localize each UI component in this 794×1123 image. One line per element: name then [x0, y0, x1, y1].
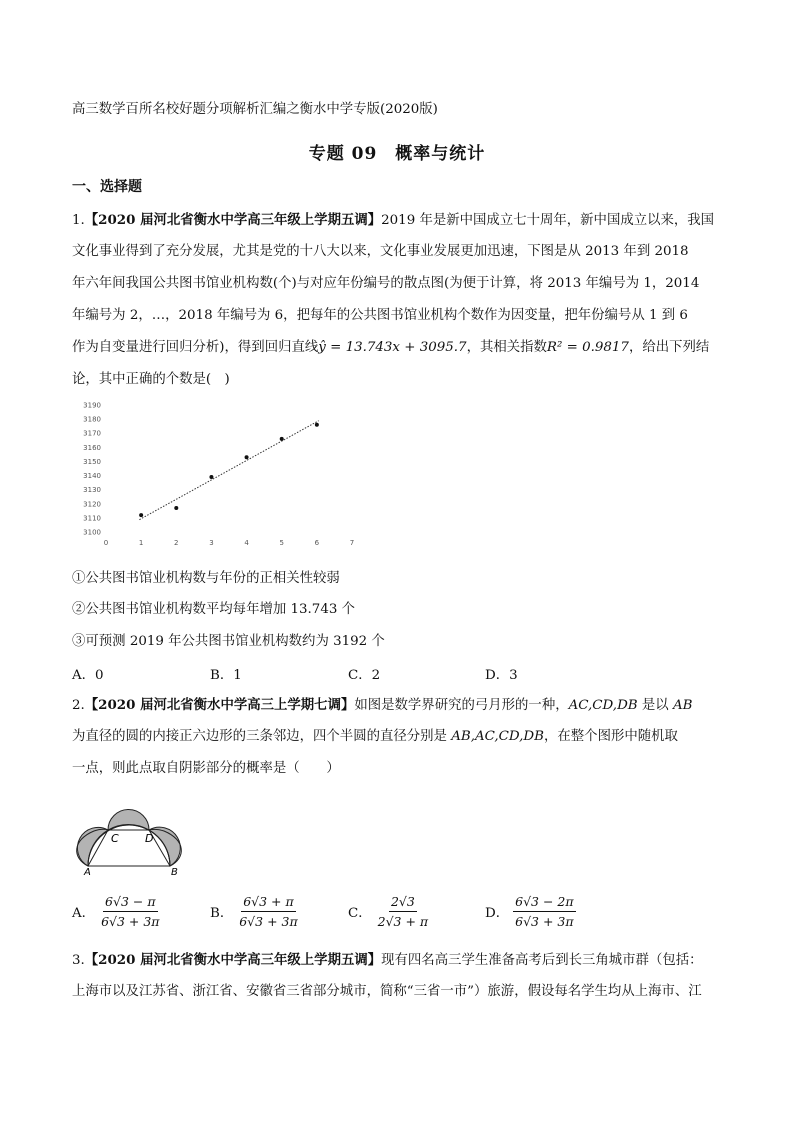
x-tick-label: 6	[314, 539, 320, 547]
math-expression: AB,AC,CD,DB	[451, 729, 545, 744]
correlation-index: R² = 0.9817	[546, 340, 629, 355]
x-tick-label: 2	[174, 539, 179, 547]
section-heading: 一、选择题	[72, 179, 142, 195]
y-tick-label: 3110	[83, 514, 101, 523]
question-source: 【2020 届河北省衡水中学高三年级上学期五调】	[84, 212, 382, 228]
scatter-chart	[70, 396, 370, 554]
label-c: C	[111, 832, 119, 845]
trend-line	[139, 421, 318, 520]
question-3	[72, 944, 724, 1008]
x-tick-label: 5	[279, 539, 284, 547]
statement-3: ③可预测 2019 年公共图书馆业机构数约为 3192 个	[72, 634, 385, 649]
question-number: 1.	[72, 213, 85, 228]
x-tick-label: 1	[138, 539, 144, 547]
label-a: A	[84, 867, 91, 876]
y-tick-label: 3140	[83, 472, 101, 481]
question-text: 如图是数学界研究的弓月形的一种，	[354, 698, 569, 713]
option-b[interactable]: B．1	[210, 668, 242, 683]
question-text: 文化事业得到了充分发展，尤其是党的十八大以来，文化事业发展更加迅速，下图是从 2013 年到 2018	[72, 244, 689, 259]
question-2	[72, 689, 724, 785]
y-tick-label: 3190	[83, 401, 101, 410]
y-tick-label: 3100	[83, 528, 101, 537]
data-point	[315, 423, 319, 427]
label-d: D	[145, 832, 154, 845]
y-tick-label: 3150	[83, 457, 101, 466]
question-text: 年编号为 2，…，2018 年编号为 6，把每年的公共图书馆业机构个数作为因变量，把年份编号从 1 到 6	[72, 308, 688, 323]
x-tick-label: 3	[209, 539, 214, 547]
series-header: 高三数学百所名校好题分项解析汇编之衡水中学专版(2020版)	[72, 102, 438, 117]
option-c[interactable]: C． $\frac{2√3}{2√3 + \pi}$	[348, 894, 429, 929]
question-source: 【2020 届河北省衡水中学高三年级上学期五调】	[84, 952, 382, 968]
data-point	[280, 437, 284, 441]
data-point	[139, 513, 143, 517]
data-point	[209, 475, 213, 479]
question-text: 年六年间我国公共图书馆业机构数(个)与对应年份编号的散点图(为便于计算，将 2013 年编号为 1，2014	[72, 276, 700, 291]
x-tick-label: 4	[244, 539, 249, 547]
data-point	[174, 506, 178, 510]
option-d[interactable]: D．3	[485, 668, 518, 683]
option-a[interactable]: A． $\frac{6√3 - \pi}{6√3 + 3\pi}$	[72, 894, 160, 929]
question-1	[72, 204, 724, 396]
question-text: ，在整个图形中随机取	[544, 729, 678, 744]
label-b: B	[171, 867, 178, 876]
statement-1: ①公共图书馆业机构数与年份的正相关性较弱	[72, 571, 340, 586]
page-title: 专题 09 概率与统计	[308, 144, 486, 164]
question-text: 2019 年是新中国成立七十周年，新中国成立以来，我国	[381, 213, 715, 228]
question-number: 3.	[72, 953, 85, 968]
question-text: 作为自变量进行回归分析)，得到回归直线	[72, 340, 319, 355]
question-text: 上海市以及江苏省、浙江省、安徽省三省部分城市，简称“三省一市”）旅游，假设每名学生均从上海市、江	[72, 984, 702, 999]
question-text: ，其相关指数	[466, 340, 547, 355]
option-d[interactable]: D． $\frac{6√3 - 2\pi}{6√3 + 3\pi}$	[485, 894, 574, 929]
y-tick-label: 3160	[83, 443, 101, 452]
y-tick-label: 3130	[83, 486, 101, 495]
x-tick-label: 7	[349, 539, 355, 547]
question-text: 为直径的圆的内接正六边形的三条邻边，四个半圆的直径分别是	[72, 729, 452, 744]
question-text: ，给出下列结	[628, 340, 710, 355]
y-axis-ticks	[83, 402, 101, 537]
statement-2: ②公共图书馆业机构数平均每年增加 13.743 个	[72, 602, 356, 617]
option-c[interactable]: C．2	[348, 668, 381, 683]
question-source: 【2020 届河北省衡水中学高三上学期七调】	[84, 697, 355, 713]
x-tick-label: 0	[103, 539, 109, 547]
lune-figure	[70, 798, 194, 876]
x-axis-ticks	[104, 539, 354, 547]
y-tick-label: 3170	[83, 429, 101, 438]
y-tick-label: 3180	[83, 415, 101, 424]
question-number: 2.	[72, 698, 85, 713]
option-b[interactable]: B． $\frac{6√3 + \pi}{6√3 + 3\pi}$	[210, 894, 298, 929]
question-text: 一点，则此点取自阴影部分的概率是（ ）	[72, 761, 340, 776]
option-a[interactable]: A．0	[72, 668, 104, 683]
math-expression: AC,CD,DB	[568, 698, 638, 713]
math-expression: AB	[672, 698, 693, 713]
question-text: 论，其中正确的个数是( )	[72, 372, 230, 387]
question-text: 是以	[637, 698, 673, 713]
y-tick-label: 3120	[83, 500, 101, 509]
regression-equation: ŷ = 13.743x + 3095.7	[318, 340, 467, 355]
data-point	[245, 455, 249, 459]
question-text: 现有四名高三学生准备高考后到长三角城市群（包括：	[381, 953, 703, 968]
